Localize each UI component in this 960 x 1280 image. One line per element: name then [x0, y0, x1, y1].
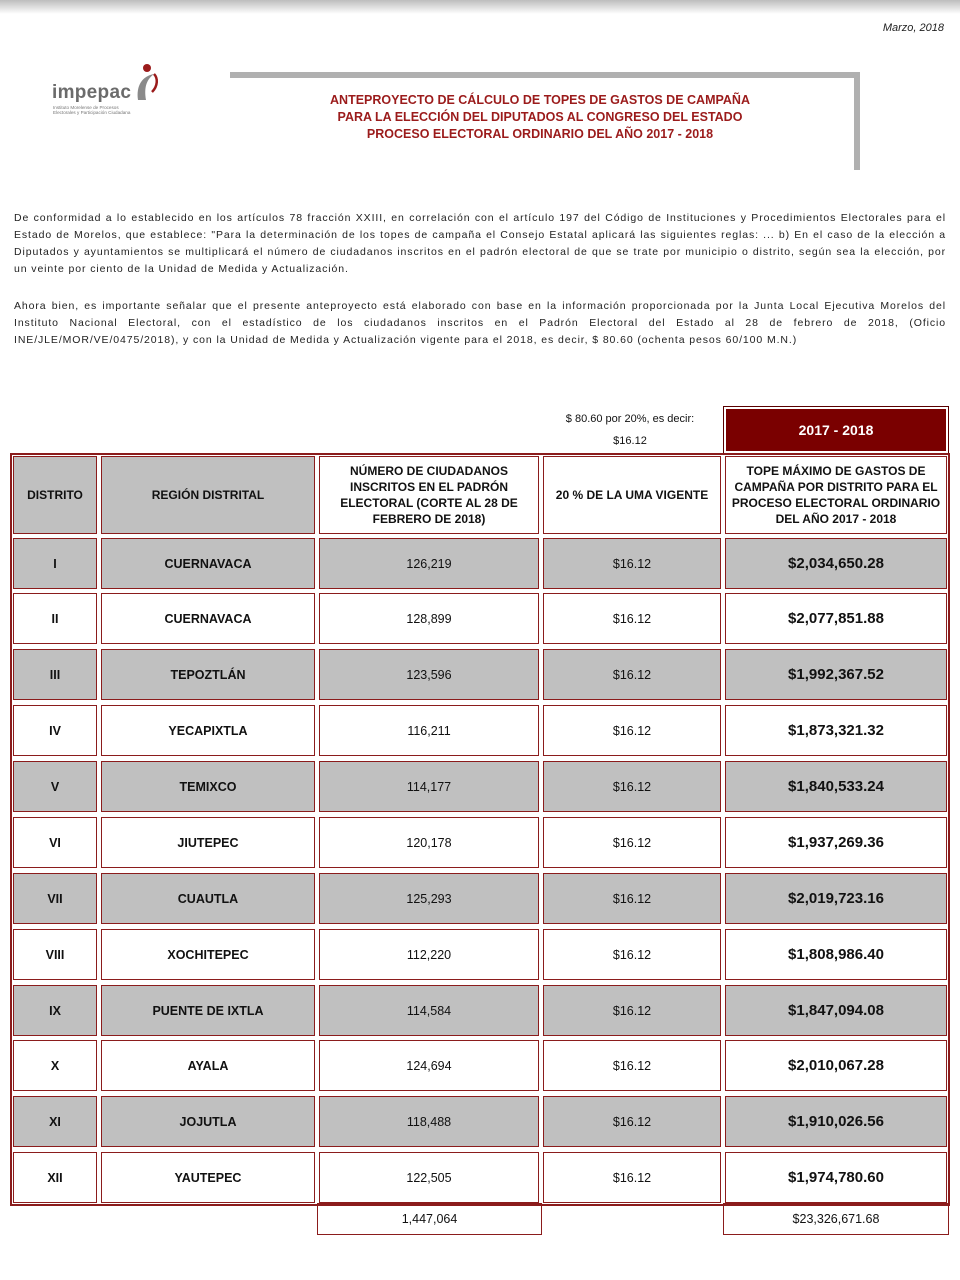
cell-region: TEPOZTLÁN [101, 649, 315, 700]
cell-uma: $16.12 [543, 817, 721, 868]
cell-distrito: I [13, 538, 97, 589]
title-line-2: PARA LA ELECCIÓN DEL DIPUTADOS AL CONGRESO DEL ESTADO [337, 110, 743, 124]
cell-tope: $1,808,986.40 [725, 929, 947, 980]
cell-distrito: VI [13, 817, 97, 868]
cell-distrito: XI [13, 1096, 97, 1147]
cell-region: YECAPIXTLA [101, 705, 315, 756]
cell-distrito: VIII [13, 929, 97, 980]
cell-ciudadanos: 123,596 [319, 649, 539, 700]
cell-uma: $16.12 [543, 929, 721, 980]
cell-distrito: IV [13, 705, 97, 756]
uma-calculation-value: $16.12 [613, 435, 647, 447]
document-title [230, 92, 850, 143]
table-row [10, 646, 950, 703]
cell-uma: $16.12 [543, 1152, 721, 1203]
cell-region: TEMIXCO [101, 761, 315, 812]
cell-tope: $1,937,269.36 [725, 817, 947, 868]
table-row [10, 702, 950, 759]
cell-region: PUENTE DE IXTLA [101, 985, 315, 1036]
table-row [10, 1149, 950, 1206]
table-row [10, 535, 950, 592]
table-row [10, 982, 950, 1039]
cell-uma: $16.12 [543, 593, 721, 644]
logo-figure-icon [132, 62, 162, 102]
cell-tope: $2,010,067.28 [725, 1040, 947, 1091]
table-row [10, 870, 950, 927]
logo-wordmark: impepac [52, 82, 132, 103]
cell-tope: $1,910,026.56 [725, 1096, 947, 1147]
cell-region: YAUTEPEC [101, 1152, 315, 1203]
cell-ciudadanos: 114,584 [319, 985, 539, 1036]
cell-region: JOJUTLA [101, 1096, 315, 1147]
table-header-row [10, 453, 950, 537]
cell-uma: $16.12 [543, 538, 721, 589]
cell-tope: $1,840,533.24 [725, 761, 947, 812]
header-uma: 20 % DE LA UMA VIGENTE [543, 456, 721, 534]
cell-tope: $1,847,094.08 [725, 985, 947, 1036]
cell-tope: $2,019,723.16 [725, 873, 947, 924]
total-tope: $23,326,671.68 [723, 1203, 949, 1235]
cell-tope: $1,992,367.52 [725, 649, 947, 700]
header-region: REGIÓN DISTRITAL [101, 456, 315, 534]
title-line-1: ANTEPROYECTO DE CÁLCULO DE TOPES DE GASTOS DE CAMPAÑA [330, 93, 750, 107]
logo-subtitle: Instituto Morelense de Procesos Electorales y Participación Ciudadana [53, 105, 131, 116]
impepac-logo [50, 62, 170, 132]
cell-ciudadanos: 128,899 [319, 593, 539, 644]
cell-tope: $2,077,851.88 [725, 593, 947, 644]
table-row [10, 1093, 950, 1150]
cell-ciudadanos: 126,219 [319, 538, 539, 589]
title-line-3: PROCESO ELECTORAL ORDINARIO DEL AÑO 2017 - 2018 [366, 127, 714, 141]
cell-distrito: V [13, 761, 97, 812]
table-row [10, 1037, 950, 1094]
cell-uma: $16.12 [543, 1040, 721, 1091]
table-row [10, 926, 950, 983]
table-row [10, 814, 950, 871]
cell-region: CUERNAVACA [101, 593, 315, 644]
cell-tope: $1,974,780.60 [725, 1152, 947, 1203]
header-ciudadanos: NÚMERO DE CIUDADANOS INSCRITOS EN EL PADRÓN ELECTORAL (CORTE AL 28 DE FEBRERO DE 2018) [319, 456, 539, 534]
cell-distrito: II [13, 593, 97, 644]
cell-ciudadanos: 118,488 [319, 1096, 539, 1147]
cell-uma: $16.12 [543, 649, 721, 700]
header-tope: TOPE MÁXIMO DE GASTOS DE CAMPAÑA POR DISTRITO PARA EL PROCESO ELECTORAL ORDINARIO DEL AÑO 2017 - 2018 [725, 456, 947, 534]
legal-basis-paragraph: De conformidad a lo establecido en los artículos 78 fracción XXIII, en correlación con el artículo 197 del Código de Instituciones y Procedimientos Electorales para el Estado de Morelos, que establece: "Para la determinación de los topes de campaña el Consejo Estatal aplicará las siguientes reglas: ... b) En el caso de la elección a Diputados y ayuntamientos se multiplicará el número de ciudadanos inscritos en el padrón electoral de que se trate por municipio o distrito, según sea la elección, por un veinte por ciento de la Unidad de Medida y Actualización. [14, 212, 946, 275]
cell-ciudadanos: 112,220 [319, 929, 539, 980]
cell-ciudadanos: 125,293 [319, 873, 539, 924]
year-badge-label: 2017 - 2018 [726, 409, 946, 451]
cell-region: CUERNAVACA [101, 538, 315, 589]
cell-ciudadanos: 114,177 [319, 761, 539, 812]
cell-uma: $16.12 [543, 985, 721, 1036]
cell-uma: $16.12 [543, 761, 721, 812]
cell-region: JIUTEPEC [101, 817, 315, 868]
cell-ciudadanos: 120,178 [319, 817, 539, 868]
cell-region: XOCHITEPEC [101, 929, 315, 980]
cell-distrito: X [13, 1040, 97, 1091]
document-date: Marzo, 2018 [882, 22, 944, 34]
cell-tope: $1,873,321.32 [725, 705, 947, 756]
header-distrito: DISTRITO [13, 456, 97, 534]
cell-tope: $2,034,650.28 [725, 538, 947, 589]
data-source-paragraph: Ahora bien, es importante señalar que el presente anteproyecto está elaborado con base en la información proporcionada por la Junta Local Ejecutiva Morelos del Instituto Nacional Electoral, con el estadístico de los ciudadanos inscritos en el Padrón Electoral del Estado al 28 de febrero de 2018, (Oficio INE/JLE/MOR/VE/0475/2018), y con la Unidad de Medida y Actualización vigente para el 2018, es decir, $ 80.60 (ochenta pesos 60/100 M.N.) [14, 300, 946, 346]
cell-uma: $16.12 [543, 1096, 721, 1147]
cell-uma: $16.12 [543, 705, 721, 756]
cell-distrito: III [13, 649, 97, 700]
top-shadow [0, 0, 960, 14]
year-badge [723, 406, 949, 454]
table-row [10, 758, 950, 815]
cell-distrito: IX [13, 985, 97, 1036]
cell-ciudadanos: 122,505 [319, 1152, 539, 1203]
table-row [10, 590, 950, 647]
cell-distrito: VII [13, 873, 97, 924]
uma-calculation-label: $ 80.60 por 20%, es decir: [565, 413, 695, 425]
cell-ciudadanos: 124,694 [319, 1040, 539, 1091]
total-ciudadanos: 1,447,064 [317, 1203, 542, 1235]
cell-region: CUAUTLA [101, 873, 315, 924]
cell-region: AYALA [101, 1040, 315, 1091]
cell-uma: $16.12 [543, 873, 721, 924]
cell-ciudadanos: 116,211 [319, 705, 539, 756]
cell-distrito: XII [13, 1152, 97, 1203]
